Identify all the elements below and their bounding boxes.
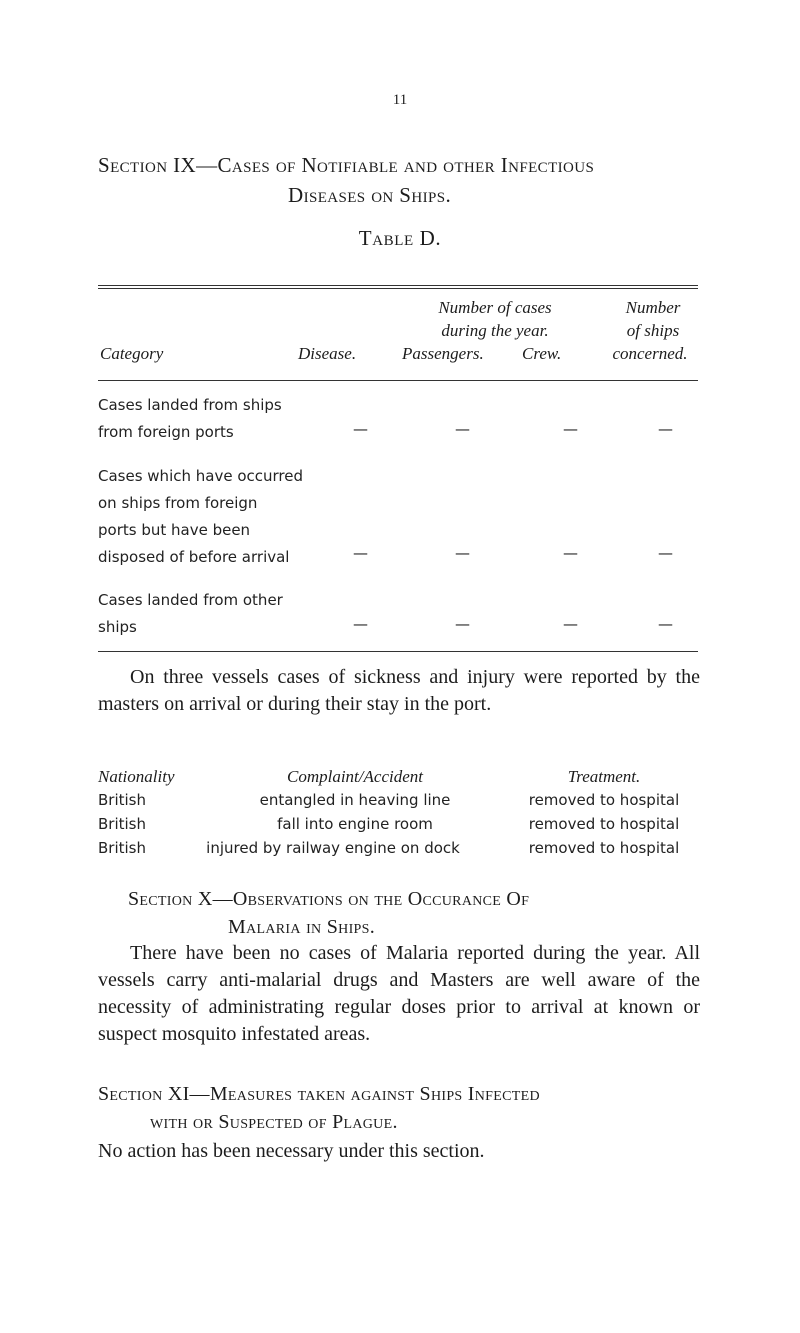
incident-complaint: fall into engine room — [277, 815, 433, 833]
incident-header-complaint: Complaint/Accident — [287, 767, 423, 786]
section-10-title-line2: Malaria in Ships. — [228, 916, 376, 938]
incident-treatment: removed to hospital — [528, 815, 680, 833]
cell-crew: — — [563, 544, 578, 562]
incident-nationality: British — [98, 839, 146, 857]
header-crew: Crew. — [522, 344, 562, 363]
cell-passengers: — — [455, 544, 470, 562]
incident-treatment: removed to hospital — [528, 791, 680, 809]
incident-complaint: injured by railway engine on dock — [206, 839, 460, 857]
header-disease: Disease. — [298, 344, 357, 363]
section-11-title-line2: with or Suspected of Plague. — [150, 1111, 398, 1133]
cell-ships: — — [658, 420, 673, 438]
table-d-title: Table D. — [358, 226, 442, 250]
header-category: Category — [100, 344, 164, 363]
section-9-title-line1: Section IX—Cases of Notifiable and other Infectious — [98, 153, 595, 177]
header-ships-line1: Number — [625, 298, 681, 317]
incident-nationality: British — [98, 815, 146, 833]
cell-crew: — — [563, 420, 578, 438]
header-ships-line3: concerned. — [612, 344, 688, 363]
incident-treatment: removed to hospital — [528, 839, 680, 857]
section-11-title-line1: Section XI—Measures taken against Ships Infected — [98, 1083, 540, 1105]
cell-passengers: — — [455, 615, 470, 633]
cell-ships: — — [658, 615, 673, 633]
header-cases-line2: during the year. — [441, 321, 549, 340]
cell-disease: — — [353, 615, 368, 633]
table-row-label: Cases which have occurred on ships from foreign ports but have been disposed of before arrival — [98, 467, 303, 566]
cell-disease: — — [353, 544, 368, 562]
cell-ships: — — [658, 544, 673, 562]
section-11-heading — [98, 1080, 718, 1136]
section-9-heading — [98, 150, 738, 210]
table-row-label: Cases landed from ships from foreign ports — [98, 396, 282, 441]
table-top-rule-2 — [98, 288, 698, 289]
cell-crew: — — [563, 615, 578, 633]
section-10-heading — [128, 885, 748, 941]
header-passengers: Passengers. — [402, 344, 484, 363]
incident-complaint: entangled in heaving line — [259, 791, 451, 809]
table-top-rule — [98, 285, 698, 286]
sickness-paragraph: On three vessels cases of sickness and injury were reported by the masters on arrival or during their stay in the port. — [98, 666, 700, 715]
table-header-rule — [98, 380, 698, 381]
header-ships-line2: of ships — [626, 321, 680, 340]
section-9-title-line2: Diseases on Ships. — [288, 183, 452, 207]
table-row-label: Cases landed from other ships — [98, 591, 283, 636]
header-cases-line1: Number of cases — [438, 298, 552, 317]
section-10-body: There have been no cases of Malaria reported during the year. All vessels carry anti-malarial drugs and Masters are well aware of the necessity of administrating regular doses prior to arrival at known or suspect mosquito infestated areas. — [98, 942, 700, 1045]
incident-header-treatment: Treatment. — [567, 767, 641, 786]
page-number: 11 — [392, 92, 408, 108]
section-11-body: No action has been necessary under this section. — [98, 1140, 485, 1162]
incident-nationality: British — [98, 791, 146, 809]
incident-header-nationality: Nationality — [98, 767, 175, 786]
cell-passengers: — — [455, 420, 470, 438]
cell-disease: — — [353, 420, 368, 438]
section-10-title-line1: Section X—Observations on the Occurance Of — [128, 888, 530, 910]
table-bottom-rule — [98, 651, 698, 652]
